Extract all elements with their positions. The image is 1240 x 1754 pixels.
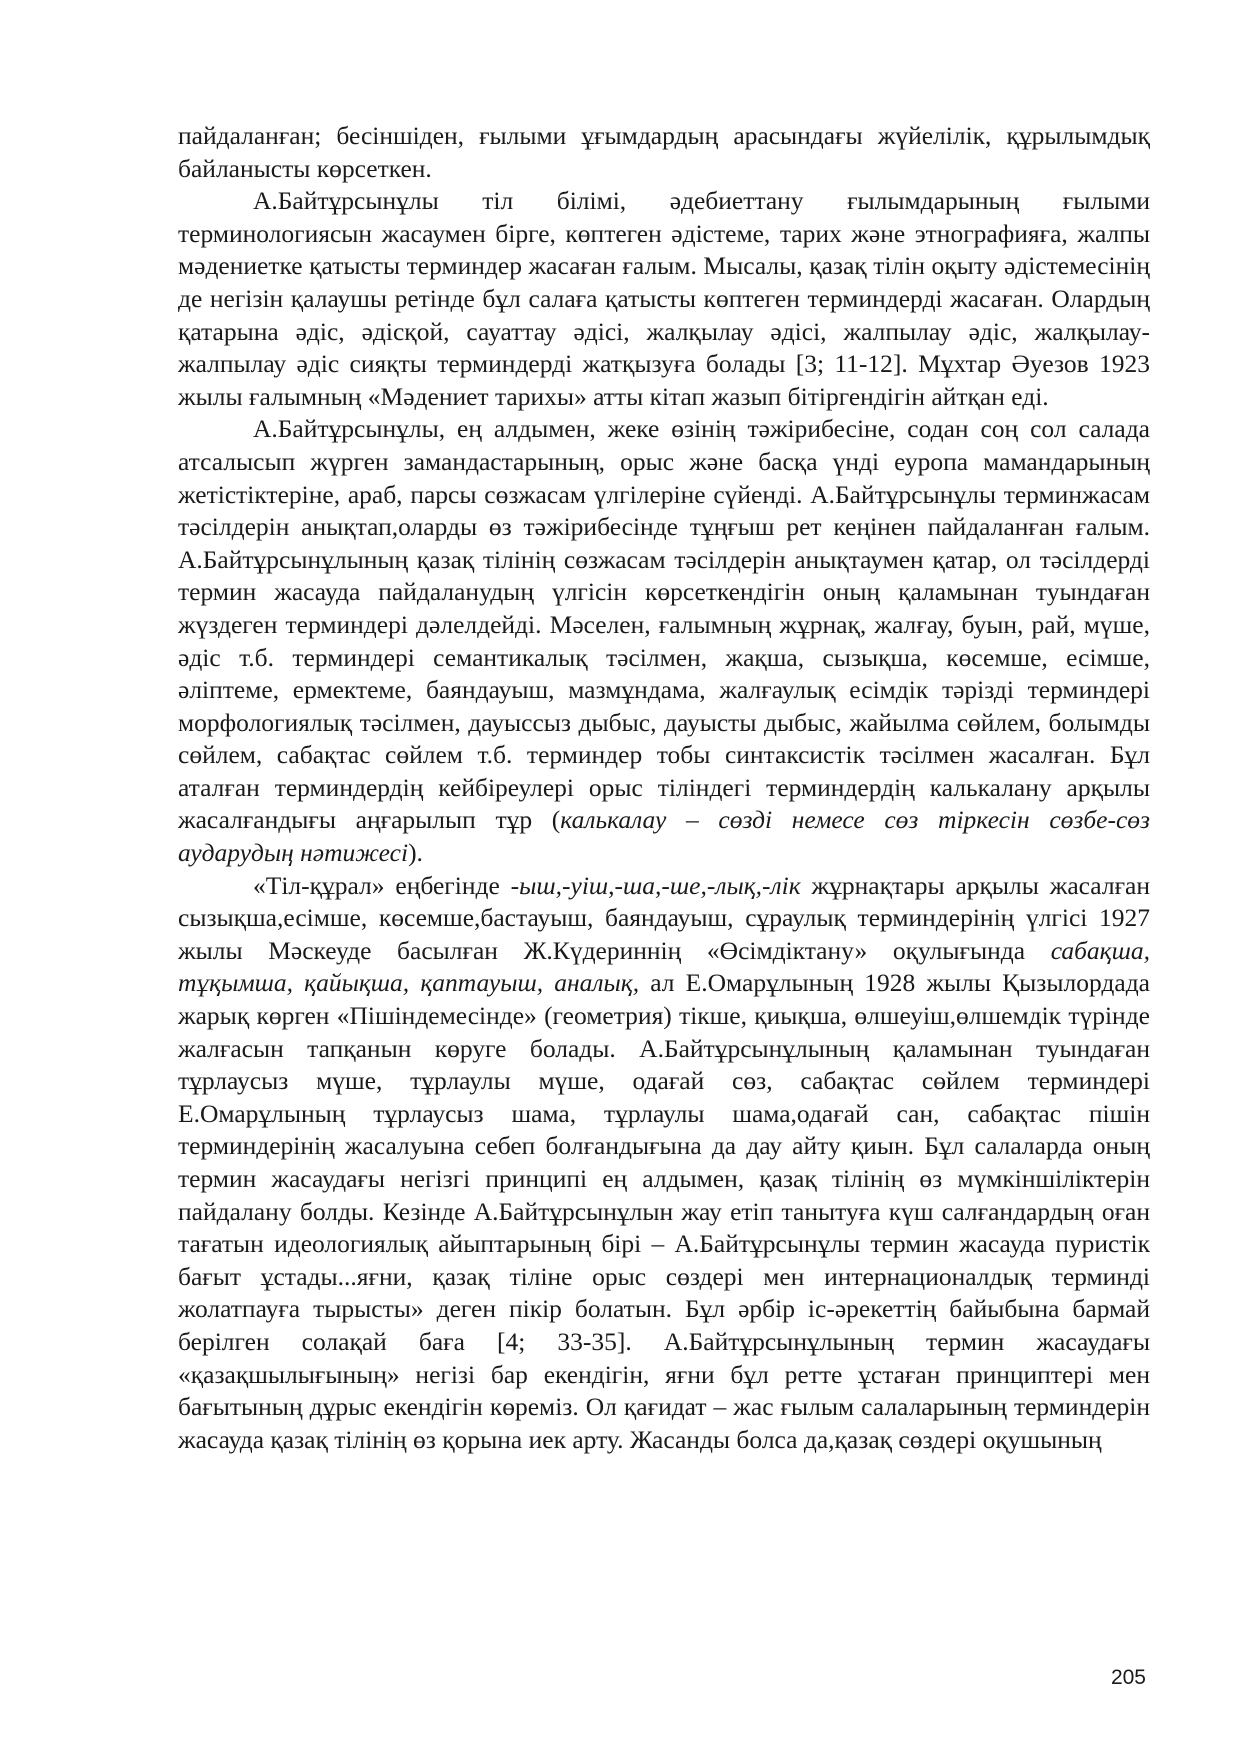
italic-text-segment: калькалау – сөзді немесе сөз тіркесін сөзбе-сөз аударудың нәтижесі	[178, 805, 1150, 868]
paragraph	[178, 870, 1150, 1457]
text-segment: пайдаланған; бесіншіден, ғылыми ұғымдардың арасындағы жүйелілік, құрылымдық байланысты көрсеткен.	[178, 121, 1150, 183]
paragraph	[178, 413, 1150, 869]
page-number: 205	[1110, 1666, 1146, 1689]
text-segment: А.Байтұрсынұлы тіл білімі, әдебиеттану ғылымдарының ғылыми терминологиясын жасаумен бірге, көптеген әдістеме, тарих және этнографияға, жалпы мәдениетке қатысты терминдер жасаған ғалым. Мысалы, қазақ тілін оқыту әдістемесінің де негізін қалаушы ретінде бұл салаға қатысты көптеген терминдерді жасаған. Олардың қатарына әдіс, әдісқой, сауаттау әдісі, жалқылау әдісі, жалпылау әдіс, жалқылау-жалпылау әдіс сияқты терминдерді жатқызуға болады [3; 11-12]. Мұхтар Әуезов 1923 жылы ғалымның «Мәдениет тарихы» атты кітап жазып бітіргендігін айтқан еді.	[178, 186, 1150, 411]
text-segment: «Тіл-құрал» еңбегінде	[253, 870, 511, 900]
paragraph	[178, 120, 1150, 185]
italic-text-segment: -ыш,-уіш,-ша,-ше,-лық,-лік	[510, 870, 801, 900]
text-segment: ).	[408, 838, 423, 868]
document-body	[178, 120, 1150, 1456]
text-segment: ал Е.Омарұлының 1928 жылы Қызылордада жарық көрген «Пішіндемесінде» (геометрия) тікше, қиықша, өлшеуіш,өлшемдік түрінде жалғасын тапқанын көруге болады. А.Байтұрсынұлының қаламынан туындаған тұрлаусыз мүше, тұрлаулы мүше, одағай сөз, сабақтас сөйлем терминдері Е.Омарұлының тұрлаусыз шама, тұрлаулы шама,одағай сан, сабақтас пішін терминдерінің жасалуына себеп болғандығына да дау айту қиын. Бұл салаларда оның термин жасаудағы негізгі принципі ең алдымен, қазақ тілінің өз мүмкіншіліктерін пайдалану болды. Кезінде А.Байтұрсынұлын жау етіп танытуға күш салғандардың оған тағатын идеологиялық айыптарының бірі – А.Байтұрсынұлы термин жасауда пуристік бағыт ұстады...яғни, қазақ тіліне орыс сөздері мен интернационалдық терминді жолатпауға тырысты» деген пікір болатын. Бұл әрбір іс-әрекеттің байыбына бармай берілген солақай баға [4; 33-35]. А.Байтұрсынұлының термин жасаудағы «қазақшылығының» негізі бар екендігін, яғни бұл ретте ұстаған принциптері мен бағытының дұрыс екендігін көреміз. Ол қағидат – жас ғылым салаларының терминдерін жасауда қазақ тілінің өз қорына иек арту. Жасанды болса да,қазақ сөздері оқушының	[178, 968, 1150, 1454]
text-segment: А.Байтұрсынұлы, ең алдымен, жеке өзінің тәжірибесіне, содан соң сол салада атсалысып жүрген замандастарының, орыс және басқа үнді еуропа мамандарының жетістіктеріне, араб, парсы сөзжасам үлгілеріне сүйенді. А.Байтұрсынұлы терминжасам тәсілдерін анықтап,оларды өз тәжірибесінде тұңғыш рет кеңінен пайдаланған ғалым. А.Байтұрсынұлының қазақ тілінің сөзжасам тәсілдерін анықтаумен қатар, ол тәсілдерді термин жасауда пайдаланудың үлгісін көрсеткендігін оның қаламынан туындаған жүздеген терминдері дәлелдейді. Мәселен, ғалымның жұрнақ, жалғау, буын, рай, мүше, әдіс т.б. терминдері семантикалық тәсілмен, жақша, сызықша, көсемше, есімше, әліптеме, ермектеме, баяндауыш, мазмұндама, жалғаулық есімдік тәрізді терминдері морфологиялық тәсілмен, дауыссыз дыбыс, дауысты дыбыс, жайылма сөйлем, болымды сөйлем, сабақтас сөйлем т.б. терминдер тобы синтаксистік тәсілмен жасалған. Бұл аталған терминдердің кейбіреулері орыс тіліндегі терминдердің калькалану арқылы жасалғандығы аңғарылып тұр (	[178, 414, 1150, 835]
text-segment: жұрнақтары арқылы жасалған сызықша,есімше, көсемше,бастауыш, баяндауыш, сұраулық терминдерінің үлгісі 1927 жылы Мәскеуде басылған Ж.Күдериннің «Өсімдіктану» оқулығында	[178, 870, 1150, 965]
paragraph	[178, 185, 1150, 413]
italic-text-segment: сабақша, тұқымша, қайықша, қаптауыш, аналық,	[178, 935, 1150, 998]
